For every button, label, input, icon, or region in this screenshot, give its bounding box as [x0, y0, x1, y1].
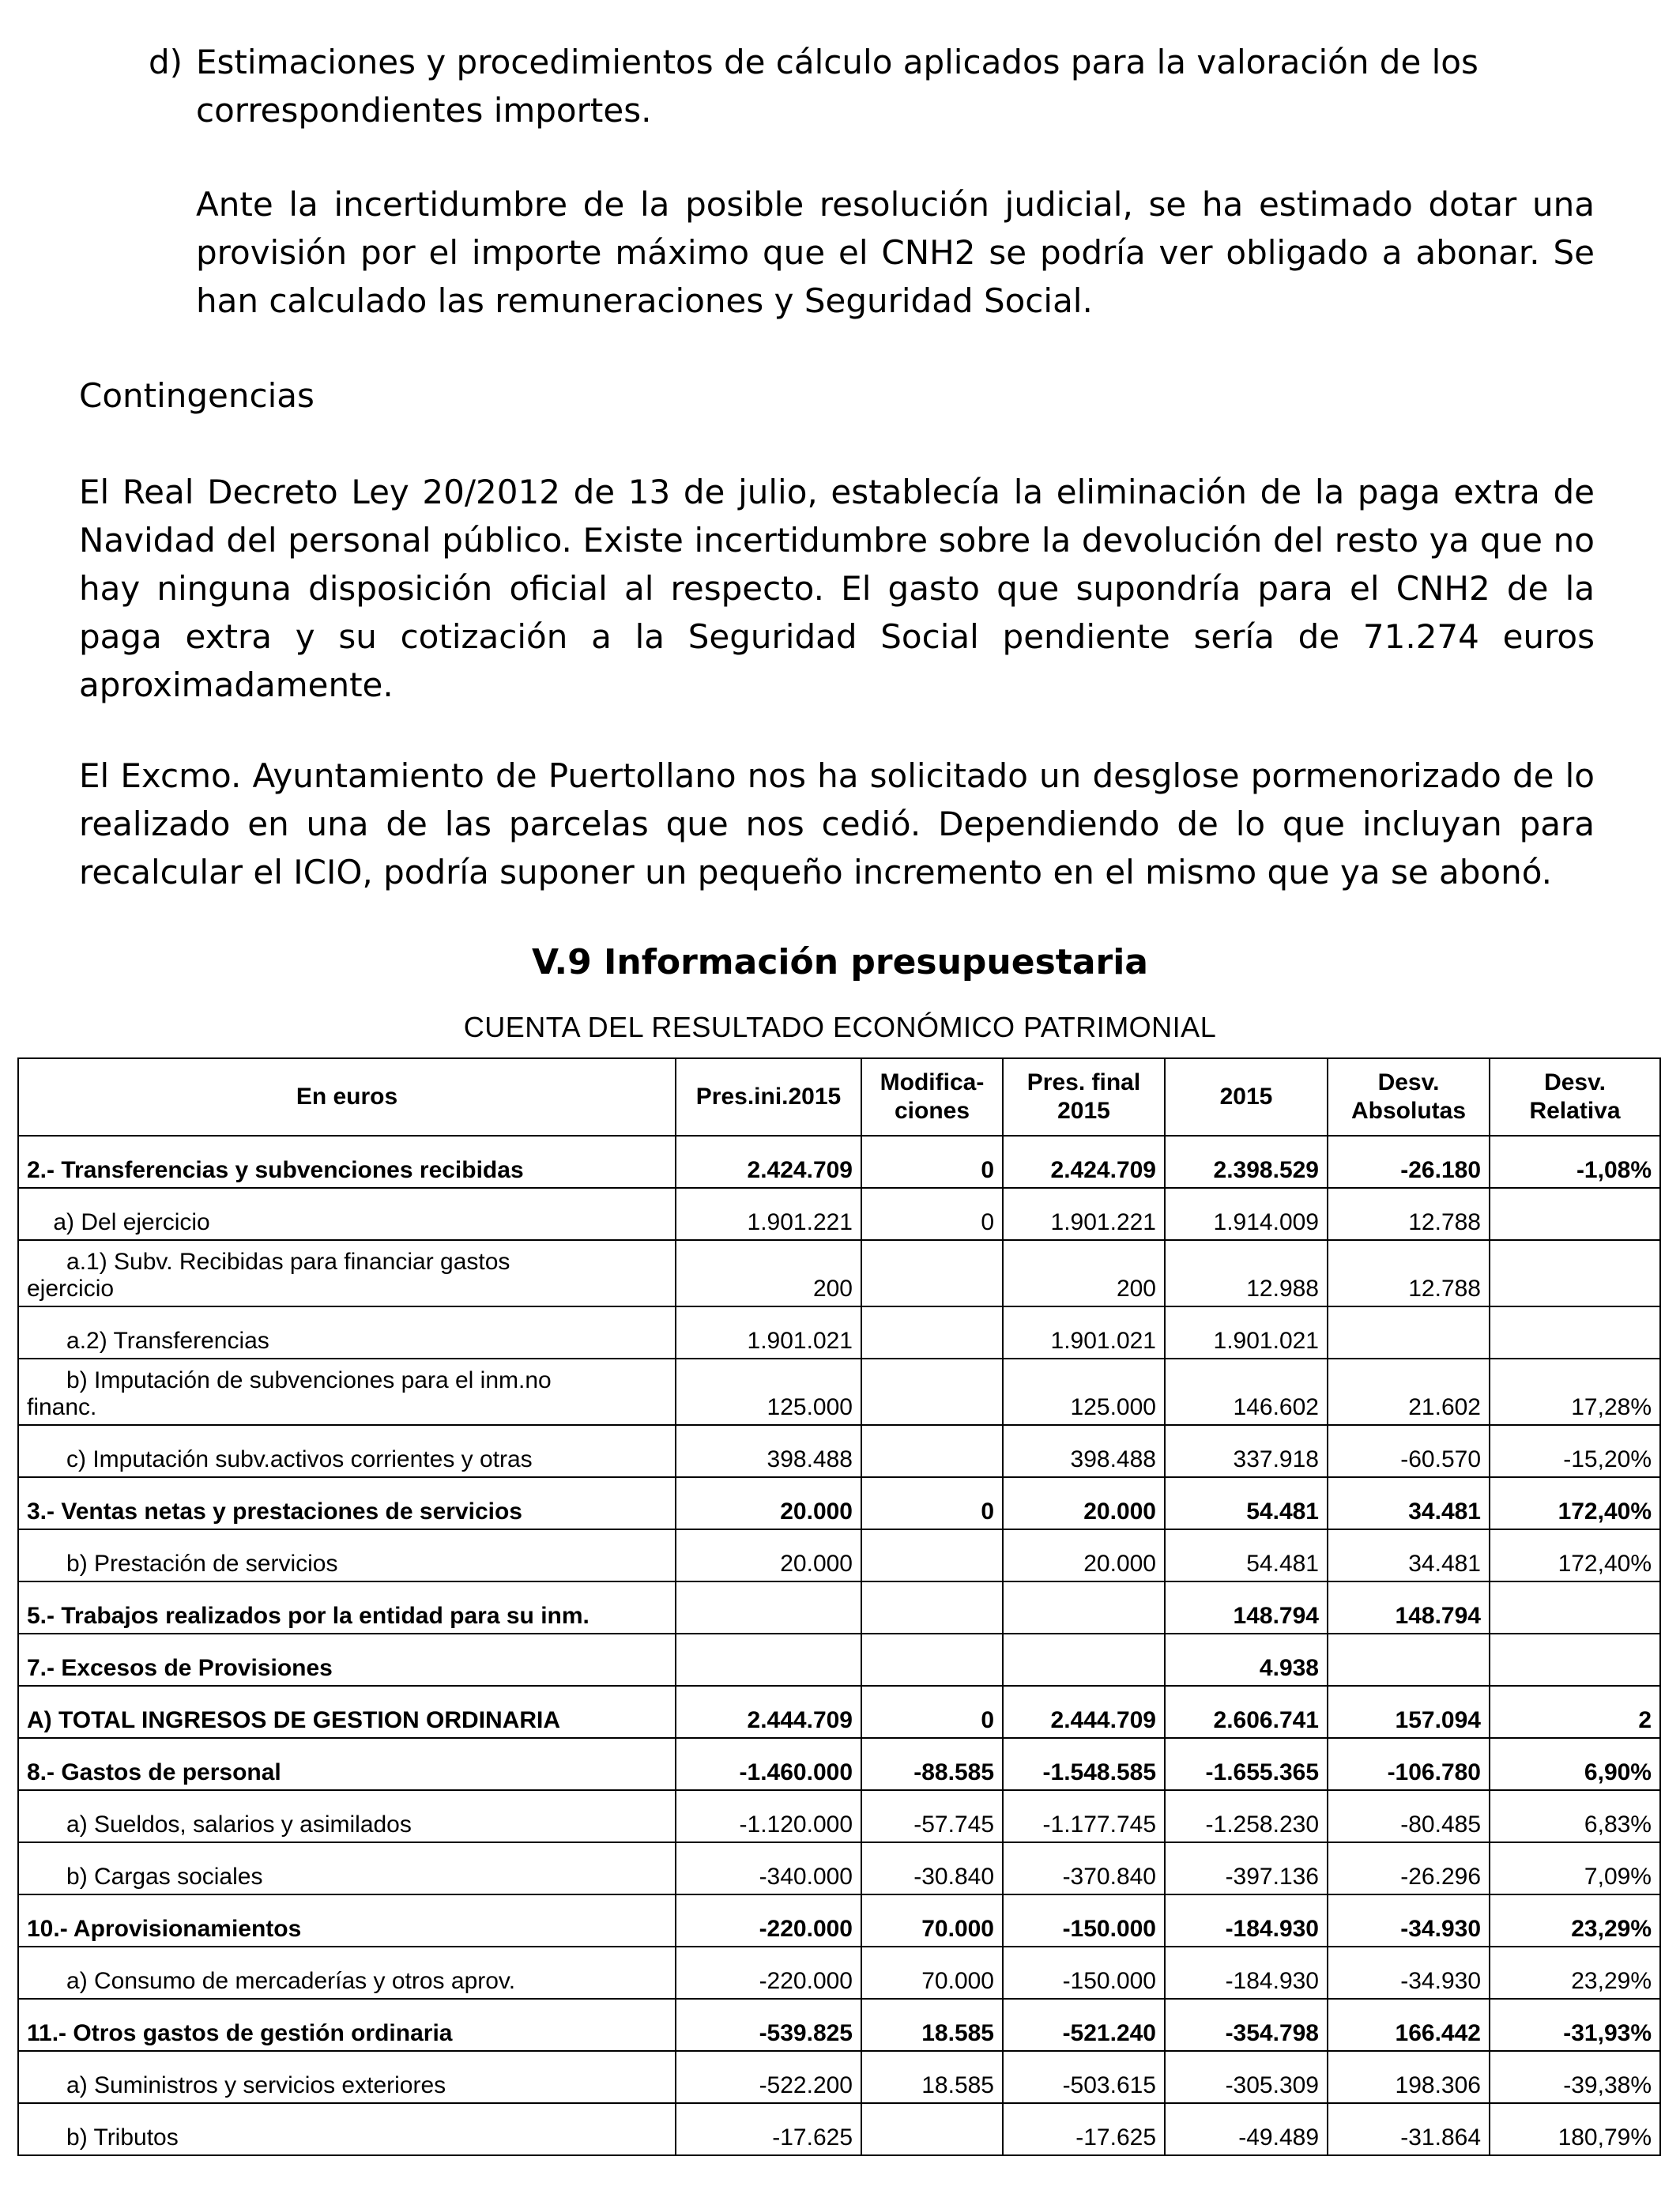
value-cell: 157.094	[1328, 1686, 1490, 1738]
table-row	[18, 1425, 1660, 1477]
puertollano-paragraph: El Excmo. Ayuntamiento de Puertollano nos ha solicitado un desglose pormenorizado de lo realizado en una de las parcelas que nos cedió. Dependiendo de lo que incluyan para recalcular el ICIO, podría suponer un pequeño incremento en el mismo que ya se abonó.	[79, 756, 1595, 892]
value-cell	[861, 2103, 1003, 2155]
value-cell: -57.745	[861, 1790, 1003, 1842]
value-cell: 70.000	[861, 1947, 1003, 1999]
value-cell: -521.240	[1003, 1999, 1165, 2051]
value-cell: -30.840	[861, 1842, 1003, 1894]
value-cell: -106.780	[1328, 1738, 1490, 1790]
value-cell: 0	[861, 1686, 1003, 1738]
value-cell: 18.585	[861, 2051, 1003, 2103]
value-cell: -539.825	[676, 1999, 861, 2051]
value-cell: -220.000	[676, 1947, 861, 1999]
value-cell: -60.570	[1328, 1425, 1490, 1477]
value-cell: 180,79%	[1490, 2103, 1660, 2155]
value-cell: -1.120.000	[676, 1790, 861, 1842]
value-cell	[1490, 1240, 1660, 1306]
value-cell: 2.398.529	[1165, 1136, 1328, 1188]
value-cell: 17,28%	[1490, 1359, 1660, 1425]
value-cell: -397.136	[1165, 1842, 1328, 1894]
concept-cell: b) Prestación de servicios	[18, 1529, 676, 1581]
concept-cell: b) Cargas sociales	[18, 1842, 676, 1894]
value-cell: 21.602	[1328, 1359, 1490, 1425]
budget-table	[17, 1057, 1661, 2156]
value-cell: -34.930	[1328, 1947, 1490, 1999]
value-cell: -26.296	[1328, 1842, 1490, 1894]
concept-cell: a) Del ejercicio	[18, 1188, 676, 1240]
value-cell: -1.258.230	[1165, 1790, 1328, 1842]
value-cell: 1.901.221	[676, 1188, 861, 1240]
value-cell: -150.000	[1003, 1947, 1165, 1999]
value-cell: -1.177.745	[1003, 1790, 1165, 1842]
value-cell: 125.000	[676, 1359, 861, 1425]
table-row	[18, 1529, 1660, 1581]
column-header: 2015	[1165, 1058, 1328, 1136]
contingencias-heading: Contingencias	[79, 376, 315, 415]
value-cell: 0	[861, 1477, 1003, 1529]
value-cell: 1.914.009	[1165, 1188, 1328, 1240]
value-cell: 398.488	[676, 1425, 861, 1477]
value-cell: 6,83%	[1490, 1790, 1660, 1842]
table-body	[18, 1136, 1660, 2155]
table-row	[18, 1894, 1660, 1947]
value-cell: -184.930	[1165, 1894, 1328, 1947]
value-cell: 23,29%	[1490, 1947, 1660, 1999]
table-row	[18, 1790, 1660, 1842]
column-header: Pres.ini.2015	[676, 1058, 861, 1136]
concept-cell: 8.- Gastos de personal	[18, 1738, 676, 1790]
value-cell: 12.788	[1328, 1240, 1490, 1306]
value-cell: -1.655.365	[1165, 1738, 1328, 1790]
value-cell: 1.901.021	[1165, 1306, 1328, 1359]
value-cell: -80.485	[1328, 1790, 1490, 1842]
column-header: Pres. final 2015	[1003, 1058, 1165, 1136]
table-row	[18, 1581, 1660, 1634]
value-cell: -1.548.585	[1003, 1738, 1165, 1790]
value-cell	[1490, 1581, 1660, 1634]
value-cell: 1.901.221	[1003, 1188, 1165, 1240]
concept-cell: a.1) Subv. Recibidas para financiar gastos ejercicio	[18, 1240, 676, 1306]
value-cell: -1,08%	[1490, 1136, 1660, 1188]
value-cell: 20.000	[676, 1477, 861, 1529]
value-cell: -17.625	[1003, 2103, 1165, 2155]
concept-cell: 3.- Ventas netas y prestaciones de servicios	[18, 1477, 676, 1529]
value-cell	[1490, 1634, 1660, 1686]
value-cell	[1328, 1306, 1490, 1359]
value-cell: -26.180	[1328, 1136, 1490, 1188]
value-cell: -370.840	[1003, 1842, 1165, 1894]
value-cell: 148.794	[1165, 1581, 1328, 1634]
value-cell: 54.481	[1165, 1477, 1328, 1529]
value-cell: 1.901.021	[676, 1306, 861, 1359]
table-caption: CUENTA DEL RESULTADO ECONÓMICO PATRIMONIAL	[463, 1011, 1217, 1043]
concept-cell: a) Consumo de mercaderías y otros aprov.	[18, 1947, 676, 1999]
value-cell	[1490, 1306, 1660, 1359]
value-cell	[861, 1425, 1003, 1477]
value-cell: 34.481	[1328, 1477, 1490, 1529]
value-cell: 7,09%	[1490, 1842, 1660, 1894]
table-row	[18, 1306, 1660, 1359]
table-row	[18, 1738, 1660, 1790]
value-cell	[676, 1634, 861, 1686]
value-cell: -305.309	[1165, 2051, 1328, 2103]
value-cell	[1003, 1581, 1165, 1634]
value-cell: 20.000	[1003, 1477, 1165, 1529]
value-cell: -17.625	[676, 2103, 861, 2155]
concept-cell: a) Suministros y servicios exteriores	[18, 2051, 676, 2103]
concept-cell: b) Imputación de subvenciones para el inm.no financ.	[18, 1359, 676, 1425]
value-cell	[1490, 1188, 1660, 1240]
concept-cell: 11.- Otros gastos de gestión ordinaria	[18, 1999, 676, 2051]
value-cell: -15,20%	[1490, 1425, 1660, 1477]
value-cell: 125.000	[1003, 1359, 1165, 1425]
value-cell: -354.798	[1165, 1999, 1328, 2051]
table-row	[18, 1842, 1660, 1894]
value-cell	[861, 1581, 1003, 1634]
provision-paragraph: Ante la incertidumbre de la posible resolución judicial, se ha estimado dotar una provisión por el importe máximo que el CNH2 se podría ver obligado a abonar. Se han calculado las remuneraciones y Seguridad Social.	[196, 185, 1595, 320]
real-decreto-paragraph: El Real Decreto Ley 20/2012 de 13 de julio, establecía la eliminación de la paga extra de Navidad del personal público. Existe incertidumbre sobre la devolución del resto ya que no hay ninguna disposición oficial al respecto. El gasto que supondría para el CNH2 de la paga extra y su cotización a la Seguridad Social pendiente sería de 71.274 euros aproximadamente.	[79, 473, 1595, 704]
value-cell	[861, 1240, 1003, 1306]
value-cell	[1328, 1634, 1490, 1686]
value-cell: -220.000	[676, 1894, 861, 1947]
value-cell: 148.794	[1328, 1581, 1490, 1634]
section-title: V.9 Información presupuestaria	[532, 942, 1148, 982]
value-cell	[1003, 1634, 1165, 1686]
value-cell: -49.489	[1165, 2103, 1328, 2155]
value-cell: 2.424.709	[1003, 1136, 1165, 1188]
value-cell: 0	[861, 1136, 1003, 1188]
value-cell	[861, 1306, 1003, 1359]
column-header: Modifica- ciones	[861, 1058, 1003, 1136]
concept-cell: a.2) Transferencias	[18, 1306, 676, 1359]
table-row	[18, 1359, 1660, 1425]
value-cell: 200	[676, 1240, 861, 1306]
column-header: En euros	[18, 1058, 676, 1136]
value-cell: 20.000	[676, 1529, 861, 1581]
value-cell: -522.200	[676, 2051, 861, 2103]
value-cell: -88.585	[861, 1738, 1003, 1790]
concept-cell: A) TOTAL INGRESOS DE GESTION ORDINARIA	[18, 1686, 676, 1738]
value-cell: -39,38%	[1490, 2051, 1660, 2103]
value-cell: 4.938	[1165, 1634, 1328, 1686]
value-cell: -1.460.000	[676, 1738, 861, 1790]
value-cell	[861, 1529, 1003, 1581]
concept-cell: b) Tributos	[18, 2103, 676, 2155]
value-cell: 172,40%	[1490, 1477, 1660, 1529]
value-cell: 12.788	[1328, 1188, 1490, 1240]
value-cell: 1.901.021	[1003, 1306, 1165, 1359]
concept-cell: 7.- Excesos de Provisiones	[18, 1634, 676, 1686]
table-row	[18, 1999, 1660, 2051]
table-row	[18, 1240, 1660, 1306]
table-header-row	[18, 1058, 1660, 1136]
value-cell: 337.918	[1165, 1425, 1328, 1477]
value-cell: -31,93%	[1490, 1999, 1660, 2051]
value-cell: 200	[1003, 1240, 1165, 1306]
value-cell: 2.424.709	[676, 1136, 861, 1188]
table-row	[18, 1634, 1660, 1686]
table-row	[18, 1136, 1660, 1188]
value-cell: 20.000	[1003, 1529, 1165, 1581]
table-row	[18, 1947, 1660, 1999]
concept-cell: 10.- Aprovisionamientos	[18, 1894, 676, 1947]
value-cell: 70.000	[861, 1894, 1003, 1947]
list-item-label: d)	[149, 43, 183, 81]
table-row	[18, 2051, 1660, 2103]
value-cell: 2	[1490, 1686, 1660, 1738]
value-cell: 2.444.709	[1003, 1686, 1165, 1738]
value-cell: 398.488	[1003, 1425, 1165, 1477]
value-cell: 12.988	[1165, 1240, 1328, 1306]
table-row	[18, 1686, 1660, 1738]
value-cell: 166.442	[1328, 1999, 1490, 2051]
column-header: Desv. Absolutas	[1328, 1058, 1490, 1136]
value-cell: 146.602	[1165, 1359, 1328, 1425]
concept-cell: a) Sueldos, salarios y asimilados	[18, 1790, 676, 1842]
value-cell: 18.585	[861, 1999, 1003, 2051]
value-cell: 198.306	[1328, 2051, 1490, 2103]
value-cell	[676, 1581, 861, 1634]
value-cell: 2.444.709	[676, 1686, 861, 1738]
value-cell: -184.930	[1165, 1947, 1328, 1999]
value-cell: 23,29%	[1490, 1894, 1660, 1947]
value-cell: 2.606.741	[1165, 1686, 1328, 1738]
value-cell: 6,90%	[1490, 1738, 1660, 1790]
value-cell: -503.615	[1003, 2051, 1165, 2103]
column-header: Desv. Relativa	[1490, 1058, 1660, 1136]
value-cell: 34.481	[1328, 1529, 1490, 1581]
concept-cell: 2.- Transferencias y subvenciones recibidas	[18, 1136, 676, 1188]
value-cell	[861, 1359, 1003, 1425]
value-cell: -31.864	[1328, 2103, 1490, 2155]
table-row	[18, 1477, 1660, 1529]
value-cell: 0	[861, 1188, 1003, 1240]
value-cell: 54.481	[1165, 1529, 1328, 1581]
value-cell	[861, 1634, 1003, 1686]
concept-cell: c) Imputación subv.activos corrientes y otras	[18, 1425, 676, 1477]
table-row	[18, 1188, 1660, 1240]
value-cell: -150.000	[1003, 1894, 1165, 1947]
value-cell: 172,40%	[1490, 1529, 1660, 1581]
concept-cell: 5.- Trabajos realizados por la entidad para su inm.	[18, 1581, 676, 1634]
value-cell: -340.000	[676, 1842, 861, 1894]
list-item-text: Estimaciones y procedimientos de cálculo aplicados para la valoración de los correspondientes importes.	[196, 43, 1478, 130]
table-row	[18, 2103, 1660, 2155]
value-cell: -34.930	[1328, 1894, 1490, 1947]
